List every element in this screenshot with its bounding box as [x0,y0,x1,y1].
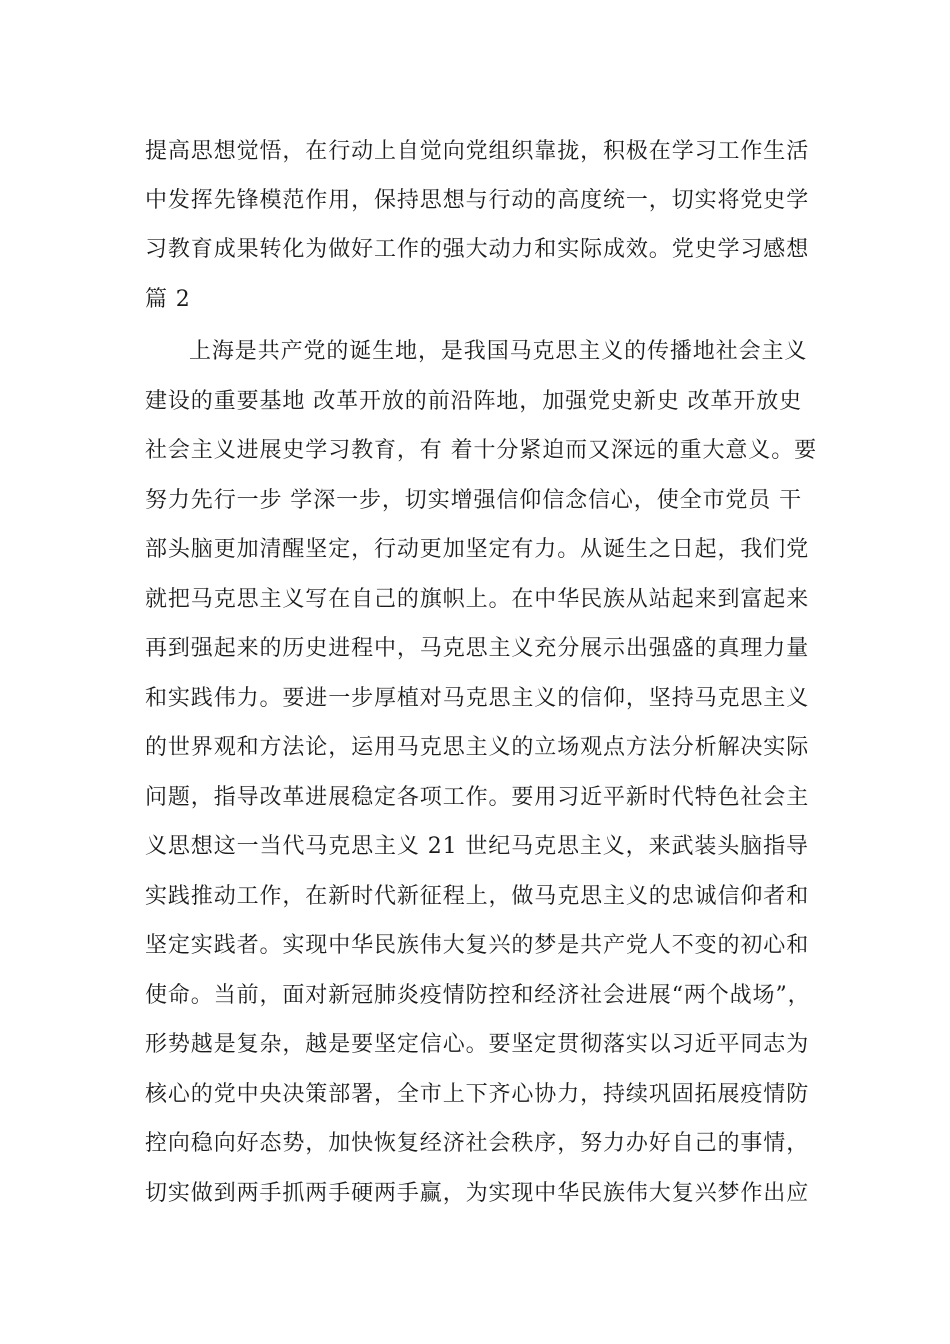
paragraph-line: 坚定实践者。实现中华民族伟大复兴的梦是共产党人不变的初心和 [145,933,810,958]
paragraph-line: 义思想这一当代马克思主义 21 世纪马克思主义，来武装头脑指导 [145,834,809,859]
paragraph-line: 就把马克思主义写在自己的旗帜上。在中华民族从站起来到富起来 [145,587,810,612]
paragraph-line: 形势越是复杂，越是要坚定信心。要坚定贯彻落实以习近平同志为 [145,1032,810,1057]
paragraph-line: 社会主义进展史学习教育，有 着十分紧迫而又深远的重大意义。要 [145,438,817,463]
section-heading: 篇 2 [145,287,191,312]
paragraph-line: 切实做到两手抓两手硬两手赢，为实现中华民族伟大复兴梦作出应 [145,1181,810,1206]
paragraph-line: 建设的重要基地 改革开放的前沿阵地，加强党史新史 改革开放史 [145,389,802,414]
paragraph-line: 部头脑更加清醒坚定，行动更加坚定有力。从诞生之日起，我们党 [145,537,810,562]
paragraph-line: 问题，指导改革进展稳定各项工作。要用习近平新时代特色社会主 [145,785,810,810]
paragraph-line: 和实践伟力。要进一步厚植对马克思主义的信仰，坚持马克思主义 [145,686,810,711]
paragraph-line: 使命。当前，面对新冠肺炎疫情防控和经济社会进展“两个战场”， [145,983,811,1008]
paragraph-line: 努力先行一步 学深一步，切实增强信仰信念信心，使全市党员 干 [145,488,802,513]
paragraph-line: 再到强起来的历史进程中，马克思主义充分展示出强盛的真理力量 [145,636,810,661]
paragraph-line: 的世界观和方法论，运用马克思主义的立场观点方法分析解决实际 [145,735,810,760]
paragraph-line: 控向稳向好态势，加快恢复经济社会秩序，努力办好自己的事情， [145,1131,810,1156]
paragraph-line: 提高思想觉悟，在行动上自觉向党组织靠拢，积极在学习工作生活 [145,139,810,164]
paragraph-line: 习教育成果转化为做好工作的强大动力和实际成效。党史学习感想 [145,237,810,262]
paragraph-line: 中发挥先锋模范作用，保持思想与行动的高度统一，切实将党史学 [145,188,810,213]
paragraph-line: 实践推动工作，在新时代新征程上，做马克思主义的忠诚信仰者和 [145,884,810,909]
paragraph-line: 核心的党中央决策部署，全市上下齐心协力，持续巩固拓展疫情防 [145,1082,810,1107]
paragraph-line: 上海是共产党的诞生地，是我国马克思主义的传播地社会主义 [189,339,808,364]
